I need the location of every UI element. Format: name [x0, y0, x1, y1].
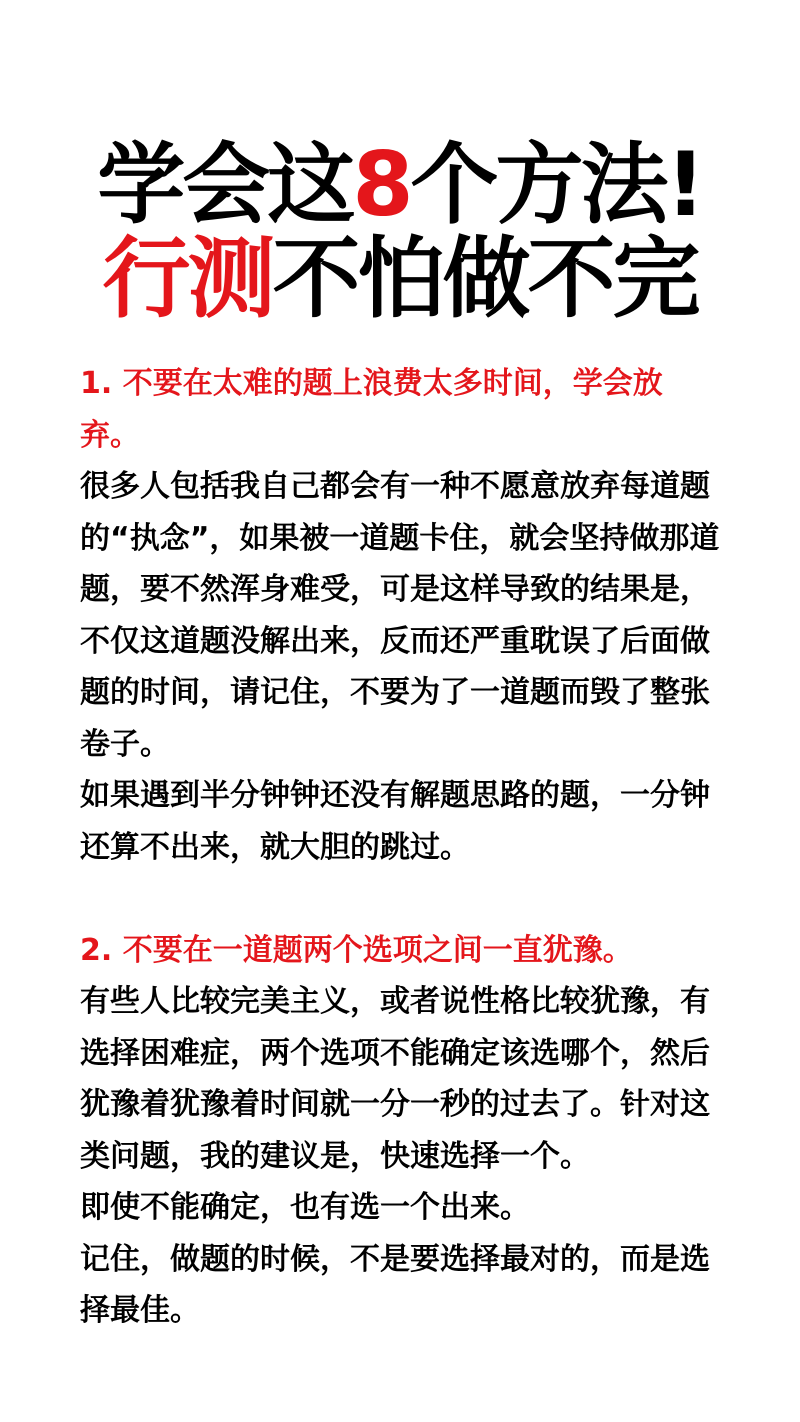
section-heading: 2. 不要在一道题两个选项之间一直犹豫。	[80, 932, 633, 968]
title-highlight-subject: 行测	[102, 227, 273, 330]
section-2	[80, 925, 720, 1337]
title-text: 个方法!	[410, 133, 703, 236]
title-highlight-number: 8	[352, 133, 411, 236]
article-body	[80, 358, 720, 1337]
title-text: 学会这	[97, 133, 353, 236]
section-paragraph: 如果遇到半分钟钟还没有解题思路的题，一分钟还算不出来，就大胆的跳过。	[80, 778, 710, 865]
section-divider	[80, 873, 720, 925]
title-line-2	[0, 227, 800, 330]
section-paragraph: 很多人包括我自己都会有一种不愿意放弃每道题的“执念”，如果被一道题卡住，就会坚持做那道题，要不然浑身难受，可是这样导致的结果是，不仅这道题没解出来，反而还严重耽误了后面做题的时间，请记住，不要为了一道题而毁了整张卷子。	[80, 469, 720, 762]
title-text: 不怕做不完	[272, 227, 698, 330]
section-paragraph: 记住，做题的时候，不是要选择最对的，而是选择最佳。	[80, 1241, 710, 1328]
section-paragraph: 即使不能确定，也有选一个出来。	[80, 1190, 530, 1225]
section-paragraph: 有些人比较完美主义，或者说性格比较犹豫，有选择困难症，两个选项不能确定该选哪个，然后犹豫着犹豫着时间就一分一秒的过去了。针对这类问题，我的建议是，快速选择一个。	[80, 984, 710, 1174]
title-line-1	[0, 133, 800, 236]
page-title	[0, 133, 800, 330]
section-1	[80, 358, 720, 873]
section-heading: 1. 不要在太难的题上浪费太多时间，学会放弃。	[80, 366, 663, 453]
